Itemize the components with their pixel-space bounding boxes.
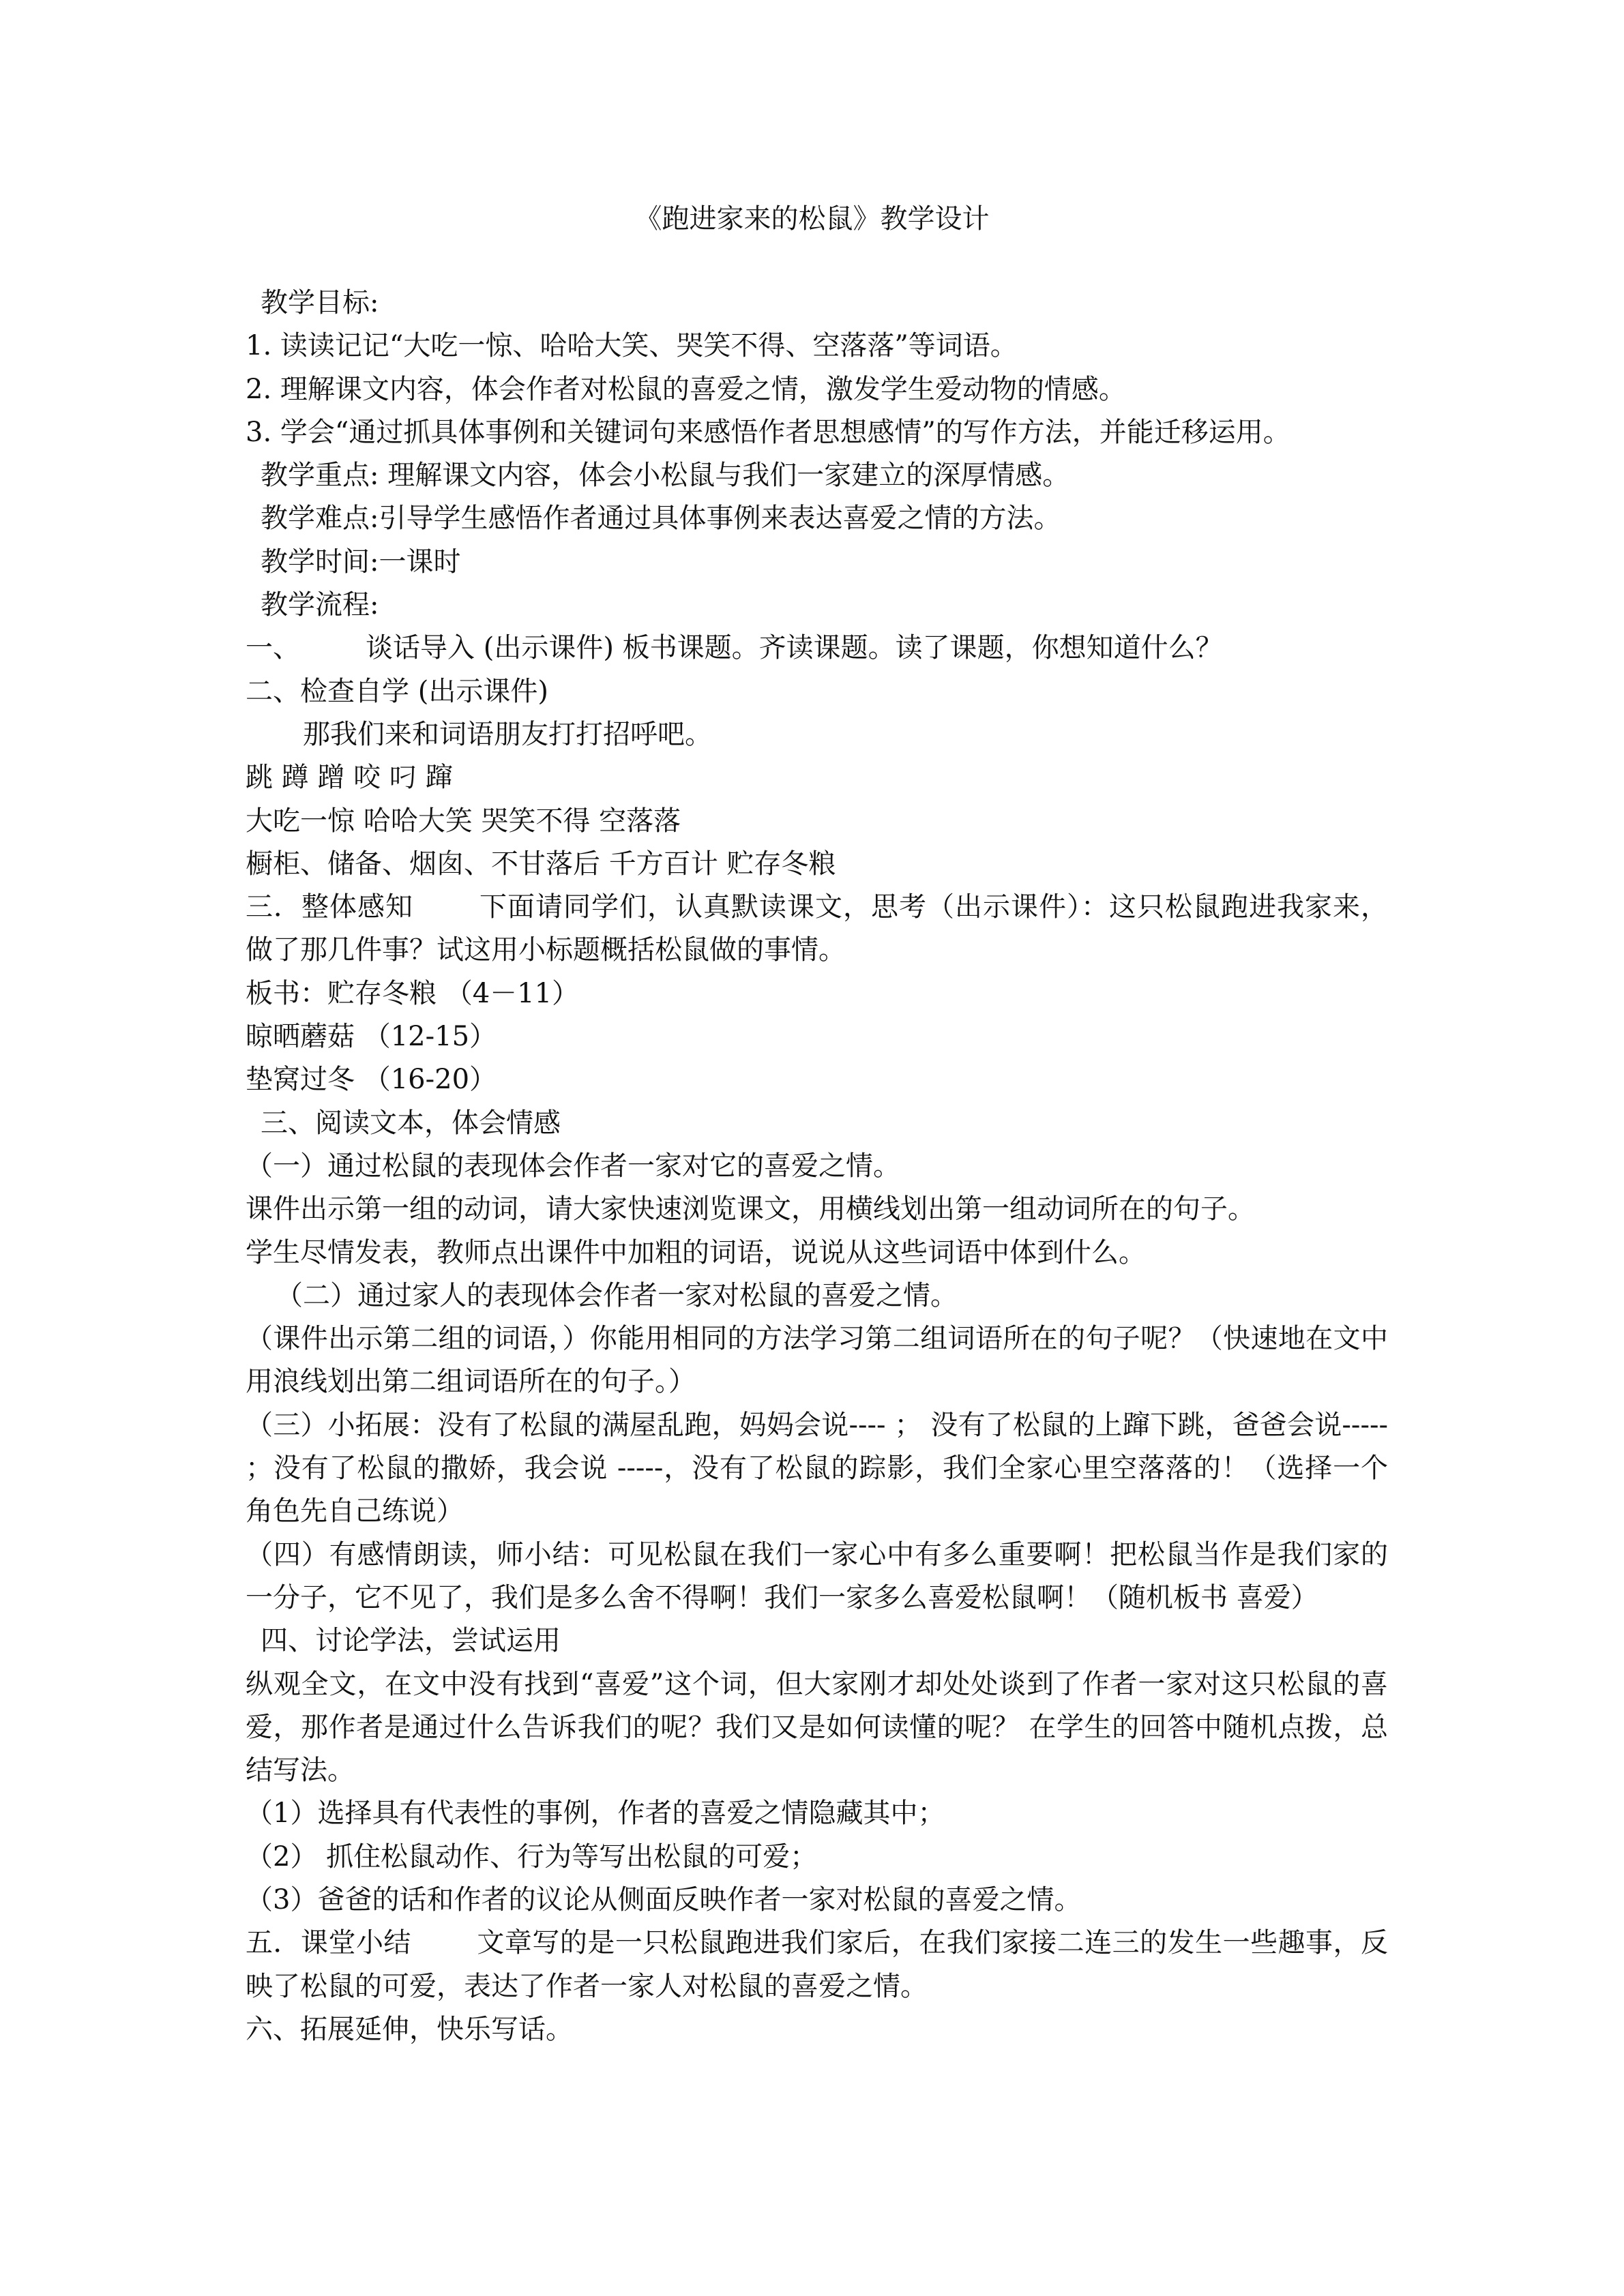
method-1: （1）选择具有代表性的事例，作者的喜爱之情隐藏其中；	[246, 1798, 945, 1830]
reading-part-4: （四）有感情朗读，师小结：可见松鼠在我们一家心中有多么重要啊！把松鼠当作是我们家的一分子，它不见了，我们是多么舍不得啊！我们一家多么喜爱松鼠啊！（随机板书 喜爱）	[246, 1538, 1388, 1613]
section-1-number: 一、	[246, 632, 300, 664]
method-3: （3）爸爸的话和作者的议论从侧面反映作者一家对松鼠的喜爱之情。	[246, 1883, 1082, 1915]
teaching-time: 教学时间:一课时	[261, 546, 461, 578]
document-body	[246, 282, 1388, 2051]
reading-part-1: （一）通过松鼠的表现体会作者一家对它的喜爱之情。	[246, 1150, 900, 1182]
section-3-overview	[246, 886, 1388, 972]
section-6-heading: 六、拓展延伸，快乐写话。	[246, 2013, 573, 2045]
reading-heading: 三、阅读文本，体会情感	[261, 1107, 561, 1139]
word-list-idioms: 大吃一惊 哈哈大笑 哭笑不得 空落落	[246, 805, 681, 837]
section-4-heading: 四、讨论学法，尝试运用	[261, 1625, 561, 1657]
reading-part-1-discussion: 学生尽情发表，教师点出课件中加粗的词语，说说从这些词语中体到什么。	[246, 1236, 1146, 1268]
reading-part-3: （三）小拓展：没有了松鼠的满屋乱跑，妈妈会说---- ； 没有了松鼠的上蹿下跳，爸爸会说----- ；没有了松鼠的撒娇，我会说 -----，没有了松鼠的踪影，我们全家心里空落落的！（选择一个角色先自己练说）	[246, 1409, 1388, 1527]
reading-part-2-task: （课件出示第二组的词语，）你能用相同的方法学习第二组词语所在的句子呢？（快速地在文中用浪线划出第二组词语所在的句子。）	[246, 1323, 1388, 1398]
reading-part-1-task: 课件出示第一组的动词，请大家快速浏览课文，用横线划出第一组动词所在的句子。	[246, 1193, 1255, 1225]
board-note-3: 垫窝过冬 （16-20）	[246, 1064, 497, 1096]
section-3-text: 下面请同学们，认真默读课文，思考（出示课件）：这只松鼠跑进我家来，做了那几件事？试这用小标题概括松鼠做的事情。	[246, 891, 1388, 966]
section-4-text: 纵观全文，在文中没有找到“喜爱”这个词，但大家刚才却处处谈到了作者一家对这只松鼠的喜爱，那作者是通过什么告诉我们的呢？我们又是如何读懂的呢？ 在学生的回答中随机点拨，总结写法。	[246, 1668, 1388, 1787]
objectives-heading: 教学目标:	[261, 287, 379, 318]
key-point: 教学重点: 理解课文内容，体会小松鼠与我们一家建立的深厚情感。	[261, 460, 1070, 492]
objective-1: 1. 读读记记“大吃一惊、哈哈大笑、哭笑不得、空落落”等词语。	[246, 330, 1018, 362]
board-note-1: 板书：贮存冬粮 （4－11）	[246, 977, 580, 1009]
method-2: （2） 抓住松鼠动作、行为等写出松鼠的可爱；	[246, 1840, 818, 1873]
section-3-heading: 三．整体感知	[246, 891, 413, 923]
objective-3: 3. 学会“通过抓具体事例和关键词句来感悟作者思想感情”的写作方法，并能迁移运用。	[246, 416, 1290, 448]
objective-2: 2. 理解课文内容，体会作者对松鼠的喜爱之情，激发学生爱动物的情感。	[246, 373, 1126, 405]
document-title: 《跑进家来的松鼠》教学设计	[634, 203, 990, 235]
section-2-heading: 二、检查自学 (出示课件)	[246, 675, 548, 707]
section-5-text: 文章写的是一只松鼠跑进我们家后，在我们家接二连三的发生一些趣事，反映了松鼠的可爱，表达了作者一家人对松鼠的喜爱之情。	[246, 1927, 1389, 2002]
section-5-summary	[246, 1922, 1388, 2008]
section-1-text: 谈话导入 (出示课件) 板书课题。齐读课题。读了课题，你想知道什么？	[366, 632, 1223, 664]
word-list-nouns: 橱柜、储备、烟囱、不甘落后 千方百计 贮存冬粮	[246, 848, 836, 880]
process-heading: 教学流程:	[261, 589, 379, 621]
difficult-point: 教学难点:引导学生感悟作者通过具体事例来表达喜爱之情的方法。	[261, 503, 1061, 535]
board-note-2: 晾晒蘑菇 （12-15）	[246, 1021, 497, 1053]
section-5-heading: 五．课堂小结	[246, 1927, 411, 1959]
word-list-verbs: 跳 蹲 蹭 咬 叼 蹿	[246, 762, 453, 794]
section-1	[246, 627, 1388, 670]
reading-part-2: （二）通过家人的表现体会作者一家对松鼠的喜爱之情。	[276, 1279, 958, 1311]
section-2-intro: 那我们来和词语朋友打打招呼吧。	[303, 718, 712, 750]
